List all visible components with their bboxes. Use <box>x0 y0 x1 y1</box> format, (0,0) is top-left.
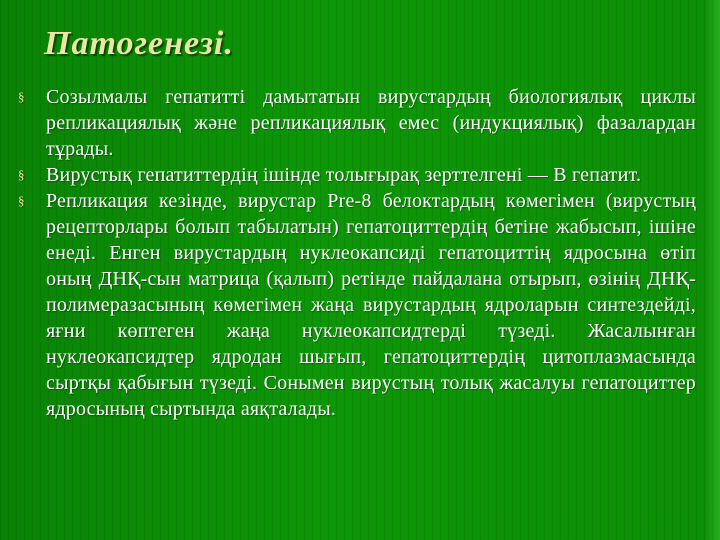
slide-title: Патогенезі. <box>44 25 234 62</box>
bullet-list <box>18 84 696 422</box>
bullet-item-1 <box>18 84 696 162</box>
section-sign-icon: § <box>18 89 25 104</box>
decorative-strip <box>704 0 720 540</box>
bullet-item-2 <box>18 162 696 188</box>
section-sign-icon: § <box>18 193 25 208</box>
section-sign-icon: § <box>18 167 25 182</box>
bullet-text: Созылмалы гепатитті дамытатын вирустардың биологиялық циклы репликациялық және репликациялық емес (индукциялық) фазалардан тұрады. <box>46 86 696 160</box>
bullet-text: Репликация кезінде, вирустар Pre-8 белоктардың көмегімен (вирустың рецепторлары болып табылатын) гепатоциттердің бетіне жабысып, ішіне енеді. Енген вирустардың нуклеокапсиді гепатоциттің ядросына өтіп оның ДНҚ-сын матрица (қалып) ретінде пайдалана отырып, өзінің ДНҚ-полимеразасының көмегімен жаңа вирустардың ядроларын синтездейді, яғни көптеген жаңа нуклеокапсидтерді түзеді. Жасалынған нуклеокапсидтер ядродан шығып, гепатоциттердің цитоплазмасында сыртқы қабығын түзеді. Сонымен вирустың толық жасалуы гепатоциттер ядросының сыртында аяқталады. <box>46 190 696 420</box>
bullet-item-3 <box>18 188 696 422</box>
bullet-text: Вирустық гепатиттердің ішінде толығырақ зерттелгені — В гепатит. <box>46 164 642 186</box>
